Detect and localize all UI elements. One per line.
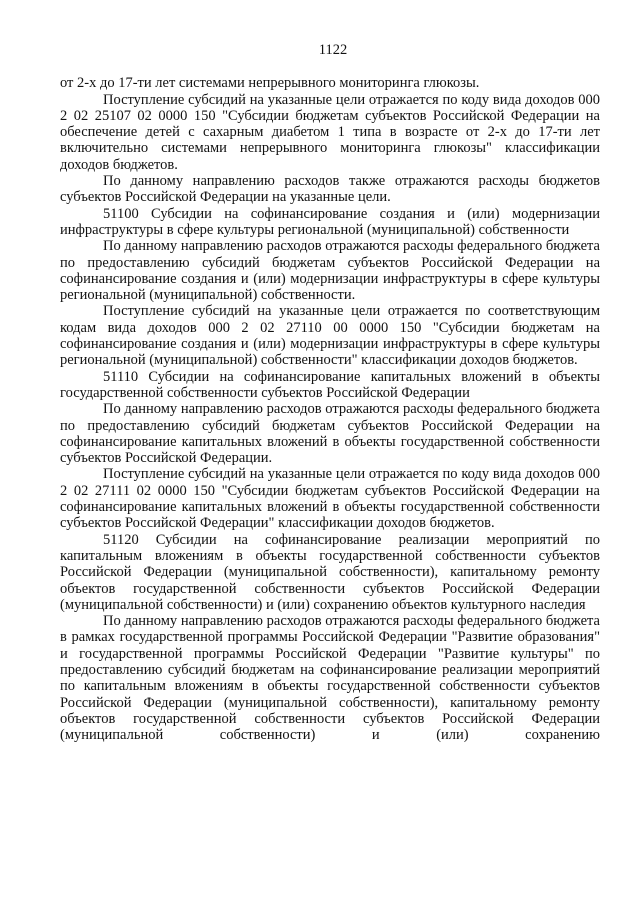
paragraph-51120-expenses: По данному направлению расходов отражаются расходы федерального бюджета в рамках государственной программы Российской Федерации "Развитие образования" и государственной программы Российской Федерации "Развитие культуры" по предоставлению субсидий бюджетам на софинансирование реализации мероприятий по капитальным вложениям в объекты государственной собственности субъектов Российской Федерации (муниципальной собственности), капитальному ремонту объектов государственной собственности субъектов Российской Федерации (муниципальной собственности) и (или) сохранению (60, 613, 600, 744)
heading-51110: 51110 Субсидии на софинансирование капитальных вложений в объекты государственной собственности субъектов Российской Федерации (60, 368, 600, 401)
heading-51100: 51100 Субсидии на софинансирование создания и (или) модернизации инфраструктуры в сфере культуры региональной (муниципальной) собственности (60, 205, 600, 238)
paragraph-51110-expenses: По данному направлению расходов отражаются расходы федерального бюджета по предоставлению субсидий бюджетам субъектов Российской Федерации на софинансирование капитальных вложений в объекты государственной собственности субъектов Российской Федерации. (60, 401, 600, 467)
paragraph-51100-income: Поступление субсидий на указанные цели отражается по соответствующим кодам вида доходов 000 2 02 27110 00 0000 150 "Субсидии бюджетам на софинансирование создания и (или) модернизации инфраструктуры в сфере культуры региональной (муниципальной) собственности" классификации доходов бюджетов. (60, 303, 600, 369)
paragraph-51110-income: Поступление субсидий на указанные цели отражается по коду вида доходов 000 2 02 27111 02 0000 150 "Субсидии бюджетам субъектов Российской Федерации на софинансирование капитальных вложений в объекты государственной собственности субъектов Российской Федерации" классификации доходов бюджетов. (60, 466, 600, 532)
heading-51120: 51120 Субсидии на софинансирование реализации мероприятий по капитальным вложениям в объекты государственной собственности субъектов Российской Федерации (муниципальной собственности), капитальному ремонту объектов государственной собственности субъектов Российской Федерации (муниципальной собственности) и (или) сохранению объектов культурного наследия (60, 531, 600, 613)
page-number: 1122 (318, 42, 348, 58)
paragraph-regional-budgets: По данному направлению расходов также отражаются расходы бюджетов субъектов Российской Федерации на указанные цели. (60, 173, 600, 206)
paragraph-51100-expenses: По данному направлению расходов отражаются расходы федерального бюджета по предоставлению субсидий бюджетам субъектов Российской Федерации на софинансирование создания и (или) модернизации инфраструктуры в сфере культуры региональной (муниципальной) собственности. (60, 238, 600, 304)
paragraph-income-code-25107: Поступление субсидий на указанные цели отражается по коду вида доходов 000 2 02 25107 02 0000 150 "Субсидии бюджетам субъектов Российской Федерации на обеспечение детей с сахарным диабетом 1 типа в возрасте от 2-х до 17-ти лет включительно системами непрерывного мониторинга глюкозы" классификации доходов бюджетов. (60, 91, 600, 173)
paragraph-continuation: от 2-х до 17-ти лет системами непрерывного мониторинга глюкозы. (60, 75, 480, 92)
